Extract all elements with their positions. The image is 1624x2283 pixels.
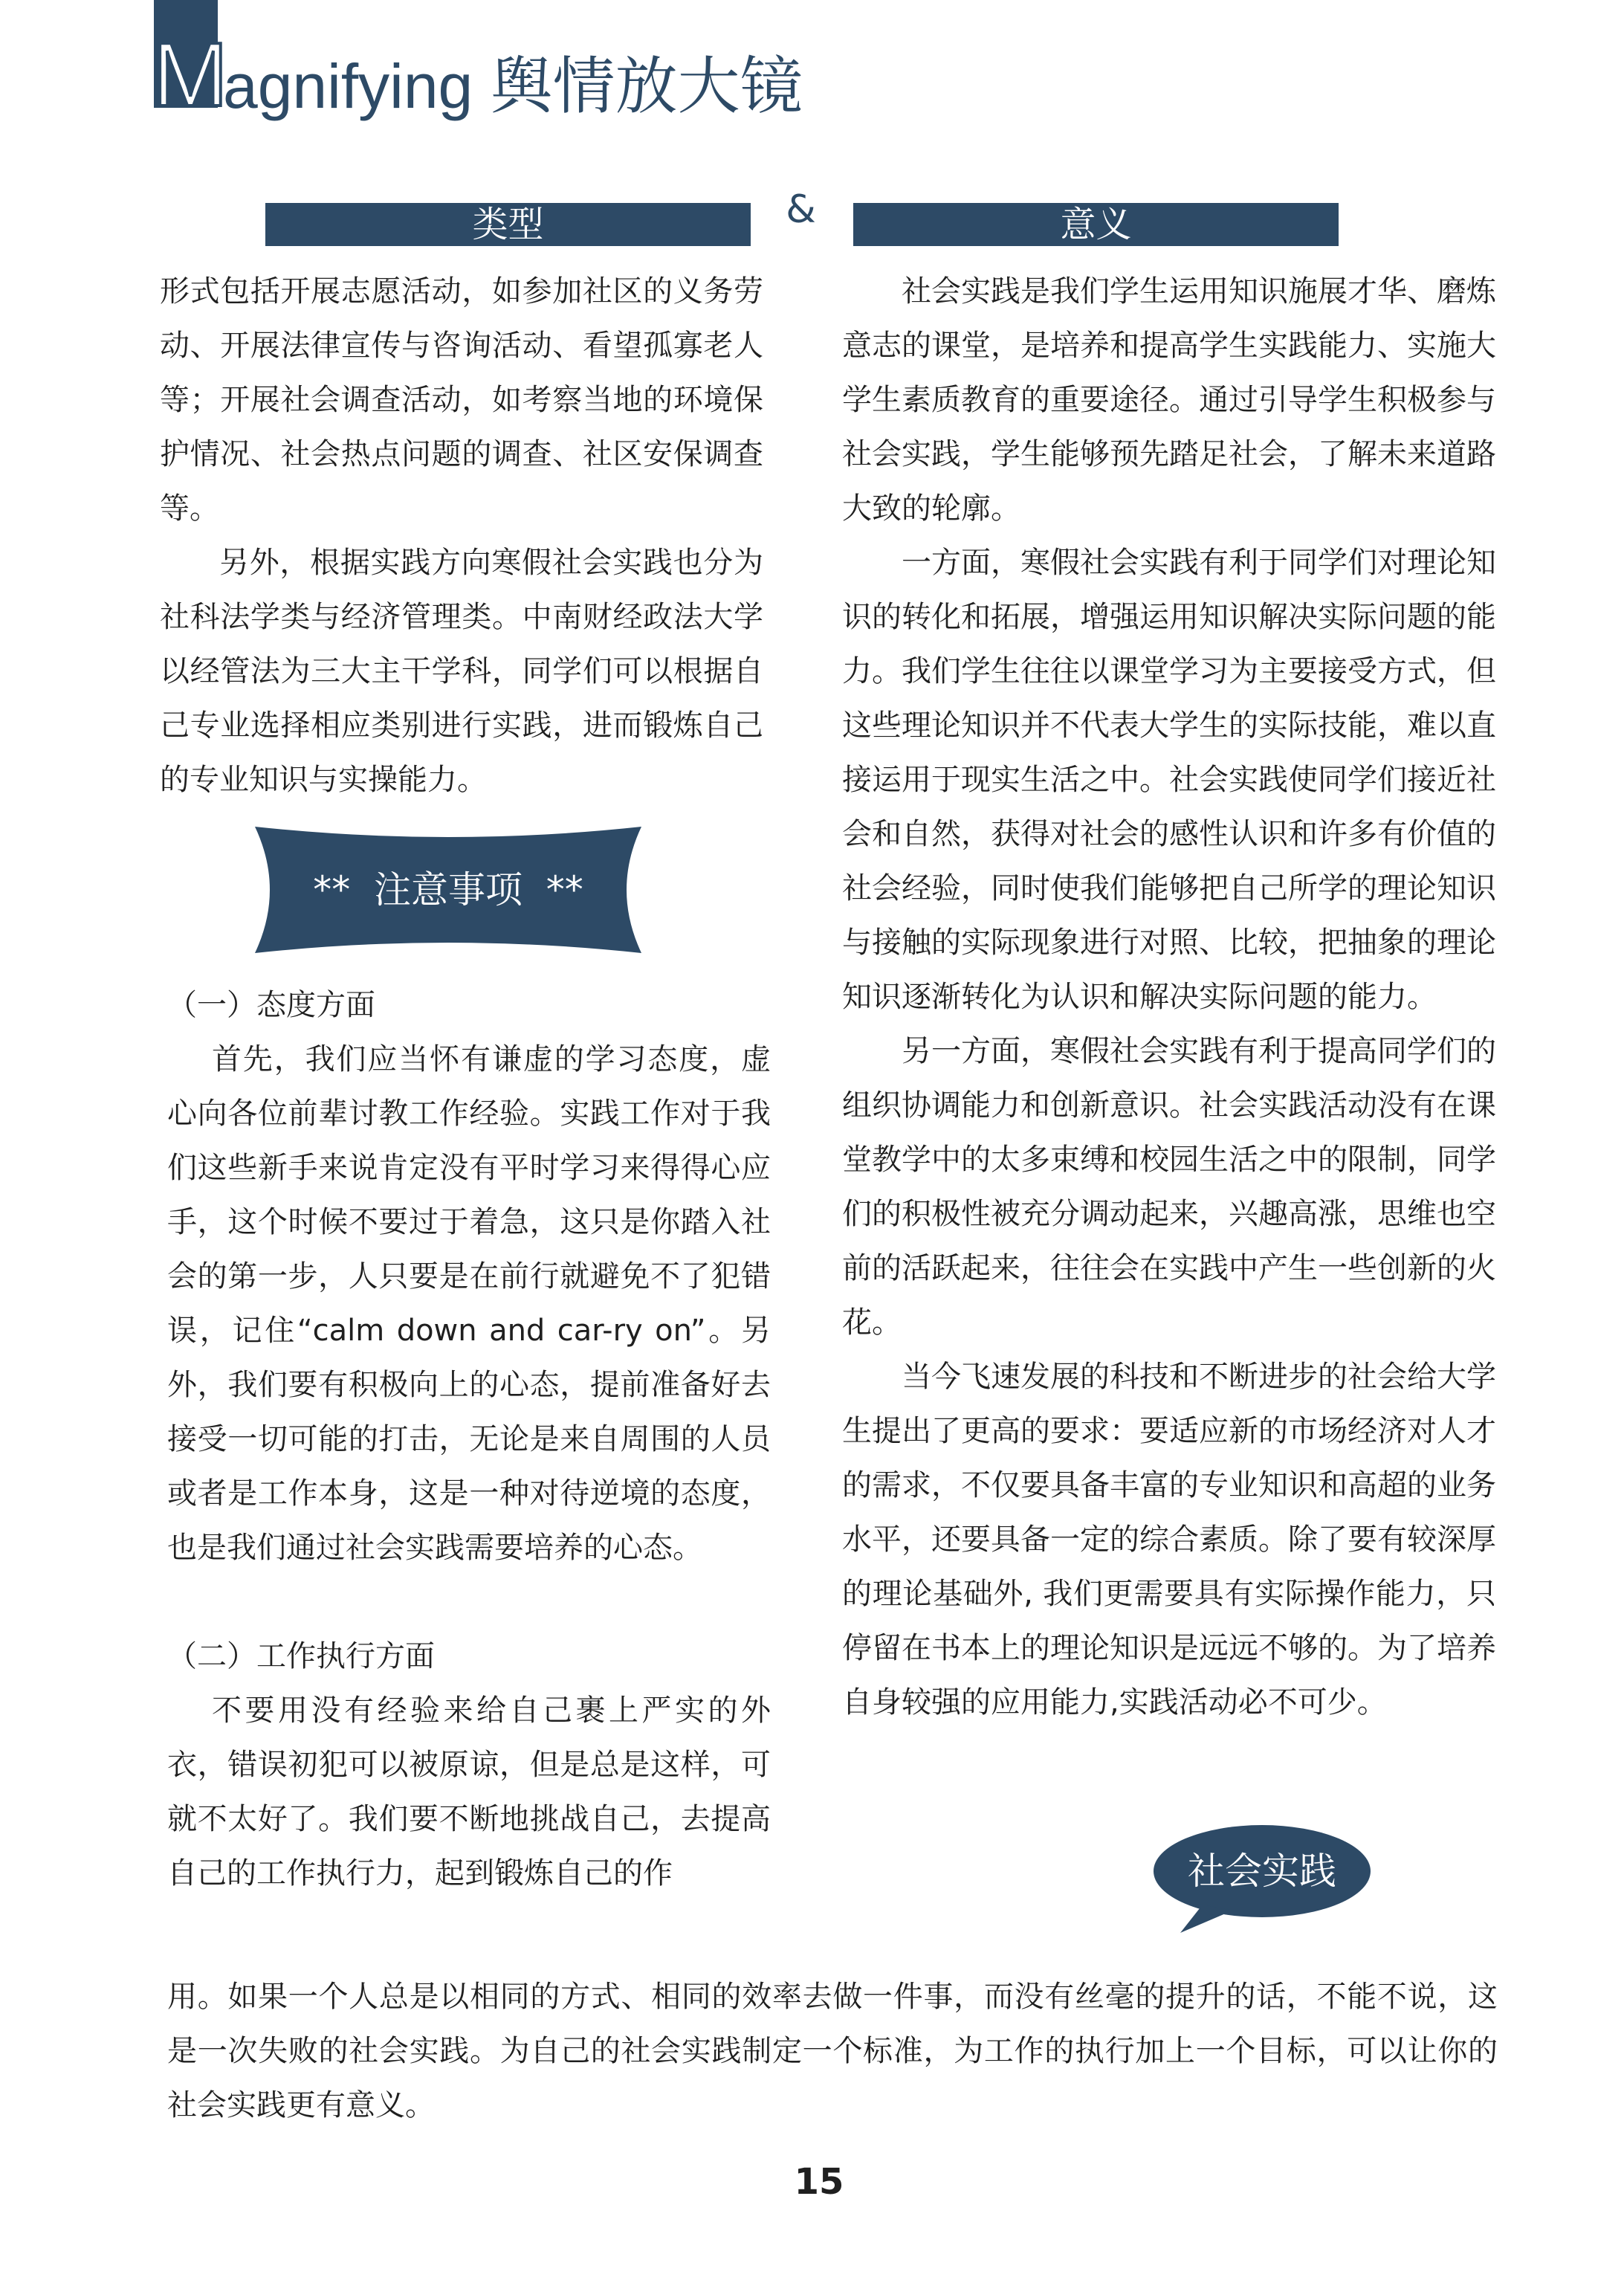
notice-paragraph-execution-tail: 用。如果一个人总是以相同的方式、相同的效率去做一件事，而没有丝毫的提升的话，不能不说，这是一次失败的社会实践。为自己的社会实践制定一个标准，为工作的执行加上一个目标，可以让你的社会实践更有意义。 (167, 1980, 1498, 2122)
masthead-title: agnifying 舆情放大镜 (223, 51, 803, 121)
notice-paragraph-execution-continued (167, 1970, 1498, 2133)
notice-banner-label: ** 注意事项 ** (313, 868, 583, 911)
notice-paragraph-execution: 不要用没有经验来给自己裹上严实的外衣，错误初犯可以被原谅，但是总是这样，可就不太好了。我们要不断地挑战自己，去提高自己的工作执行力，起到锻炼自己的作 (167, 1693, 771, 1890)
meaning-section (842, 265, 1496, 1730)
social-practice-bubble-label: 社会实践 (1188, 1850, 1336, 1893)
page-number: 15 (794, 2161, 844, 2203)
notice-banner (255, 827, 641, 953)
notice-paragraph-attitude: 首先，我们应当怀有谦虚的学习态度，虚心向各位前辈讨教工作经验。实践工作对于我们这些新手来说肯定没有平时学习来得得心应手，这个时候不要过于着急，这只是你踏入社会的第一步，人只要是在前行就避免不了犯错误，记住“calm down and car-ry on”。另外，我们要有积极向上的心态，提前准备好去接受一切可能的打击，无论是来自周围的人员或者是工作本身，这是一种对待逆境的态度，也是我们通过社会实践需要培养的心态。 (167, 1042, 771, 1565)
meaning-paragraph-4: 当今飞速发展的科技和不断进步的社会给大学生提出了更高的要求：要适应新的市场经济对人才的需求，不仅要具备丰富的专业知识和高超的业务水平，还要具备一定的综合素质。除了要有较深厚的理论基础外, 我们更需要具有实际操作能力，只停留在书本上的理论知识是远远不够的。为了培养自身较强的应用能力,实践活动必不可少。 (842, 1360, 1496, 1719)
masthead-initial: M (152, 24, 228, 125)
section-header-meaning: 意义 (853, 203, 1339, 246)
meaning-paragraph-2: 一方面，寒假社会实践有利于同学们对理论知识的转化和拓展，增强运用知识解决实际问题的能力。我们学生往往以课堂学习为主要接受方式，但这些理论知识并不代表大学生的实际技能，难以直接运用于现实生活之中。社会实践使同学们接近社会和自然，获得对社会的感性认识和许多有价值的社会经验，同时使我们能够把自己所学的理论知识与接触的实际现象进行对照、比较，把抽象的理论知识逐渐转化为认识和解决实际问题的能力。 (842, 546, 1496, 1014)
ampersand-divider: & (786, 187, 816, 232)
notice-heading-execution: （二）工作执行方面 (167, 1639, 435, 1673)
notice-spacer (167, 1575, 771, 1630)
meaning-paragraph-3: 另一方面，寒假社会实践有利于提高同学们的组织协调能力和创新意识。社会实践活动没有在课堂教学中的太多束缚和校园生活之中的限制，同学们的积极性被充分调动起来，兴趣高涨，思维也空前的活跃起来，往往会在实践中产生一些创新的火花。 (842, 1034, 1496, 1340)
notice-section (167, 978, 771, 1901)
types-section (160, 265, 763, 807)
types-paragraph-2: 另外，根据实践方向寒假社会实践也分为社科法学类与经济管理类。中南财经政法大学以经管法为三大主干学科，同学们可以根据自己专业选择相应类别进行实践，进而锻炼自己的专业知识与实操能力。 (160, 546, 763, 797)
types-paragraph-1: 形式包括开展志愿活动，如参加社区的义务劳动、开展法律宣传与咨询活动、看望孤寡老人等；开展社会调查活动，如考察当地的环境保护情况、社会热点问题的调查、社区安保调查等。 (160, 274, 763, 526)
meaning-paragraph-1: 社会实践是我们学生运用知识施展才华、磨炼意志的课堂，是培养和提高学生实践能力、实施大学生素质教育的重要途径。通过引导学生积极参与社会实践，学生能够预先踏足社会，了解未来道路大致的轮廓。 (842, 274, 1496, 526)
section-header-types: 类型 (265, 203, 751, 246)
social-practice-bubble (1151, 1823, 1374, 1934)
notice-heading-attitude: （一）态度方面 (167, 988, 375, 1022)
